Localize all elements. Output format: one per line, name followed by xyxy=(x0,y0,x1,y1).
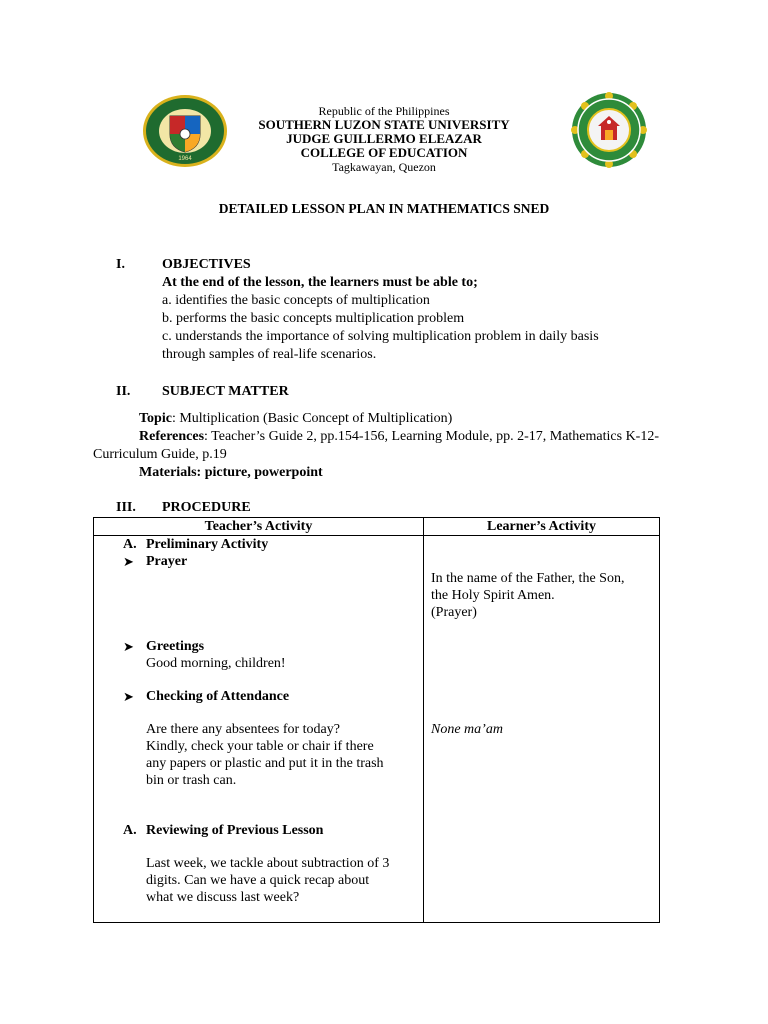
objective-item-c: c. understands the importance of solving multiplication problem in daily basis xyxy=(162,329,599,344)
learner-attendance-reply: None ma’am xyxy=(431,722,503,737)
document-title: DETAILED LESSON PLAN IN MATHEMATICS SNED xyxy=(218,201,550,216)
teacher-activity-cell xyxy=(94,536,424,923)
prayer-label: Prayer xyxy=(146,554,188,569)
col-header-learner: Learner’s Activity xyxy=(424,518,660,536)
header-campus: JUDGE GUILLERMO ELEAZAR xyxy=(286,131,482,146)
objective-item-c-cont: through samples of real-life scenarios. xyxy=(162,347,377,362)
greetings-label: Greetings xyxy=(146,639,205,654)
greetings-text: Good morning, children! xyxy=(146,656,286,671)
attendance-text-2: Kindly, check your table or chair if there xyxy=(146,739,374,754)
review-title: Reviewing of Previous Lesson xyxy=(146,823,324,838)
topic-line xyxy=(139,410,452,428)
prelim-marker: A. xyxy=(123,537,137,552)
review-text-1: Last week, we tackle about subtraction of 3 xyxy=(146,856,390,871)
review-text-2: digits. Can we have a quick recap about xyxy=(146,873,370,888)
objective-item-b: b. performs the basic concepts multiplication problem xyxy=(162,311,465,326)
references-label: References xyxy=(139,429,205,444)
learner-activity-cell xyxy=(424,536,660,923)
learner-prayer-1: In the name of the Father, the Son, xyxy=(431,571,625,586)
header-college: COLLEGE OF EDUCATION xyxy=(300,145,468,160)
objectives-intro: At the end of the lesson, the learners must be able to; xyxy=(162,275,478,290)
review-marker: A. xyxy=(123,823,137,838)
header-location: Tagkawayan, Quezon xyxy=(332,160,436,174)
arrow-bullet-icon: ➤ xyxy=(123,689,134,704)
references-line xyxy=(139,428,659,446)
references-cont: Curriculum Guide, p.19 xyxy=(93,447,227,462)
attendance-text-4: bin or trash can. xyxy=(146,773,237,788)
attendance-text-1: Are there any absentees for today? xyxy=(146,722,340,737)
procedure-table xyxy=(93,517,660,923)
prelim-title: Preliminary Activity xyxy=(146,537,269,552)
header-republic: Republic of the Philippines xyxy=(318,104,450,118)
attendance-label: Checking of Attendance xyxy=(146,689,290,704)
objective-item-a: a. identifies the basic concepts of multiplication xyxy=(162,293,430,308)
objectives-heading: OBJECTIVES xyxy=(162,257,251,272)
subject-heading: SUBJECT MATTER xyxy=(162,384,289,399)
header-university: SOUTHERN LUZON STATE UNIVERSITY xyxy=(258,117,510,132)
materials-line: Materials: picture, powerpoint xyxy=(139,465,323,480)
subject-numeral: II. xyxy=(116,384,131,399)
col-header-teacher: Teacher’s Activity xyxy=(94,518,424,536)
references-value: : Teacher’s Guide 2, pp.154-156, Learning Module, pp. 2-17, Mathematics K-12- xyxy=(204,429,659,444)
topic-value: : Multiplication (Basic Concept of Multiplication) xyxy=(171,411,453,426)
logo-year: 1964 xyxy=(178,156,192,162)
attendance-text-3: any papers or plastic and put it in the trash xyxy=(146,756,384,771)
arrow-bullet-icon: ➤ xyxy=(123,639,134,654)
arrow-bullet-icon: ➤ xyxy=(123,554,134,569)
learner-prayer-3: (Prayer) xyxy=(431,605,477,620)
objectives-numeral: I. xyxy=(116,257,125,272)
procedure-heading: PROCEDURE xyxy=(162,500,251,515)
topic-label: Topic xyxy=(139,411,172,426)
learner-prayer-2: the Holy Spirit Amen. xyxy=(431,588,555,603)
procedure-numeral: III. xyxy=(116,500,136,515)
review-text-3: what we discuss last week? xyxy=(146,890,300,905)
